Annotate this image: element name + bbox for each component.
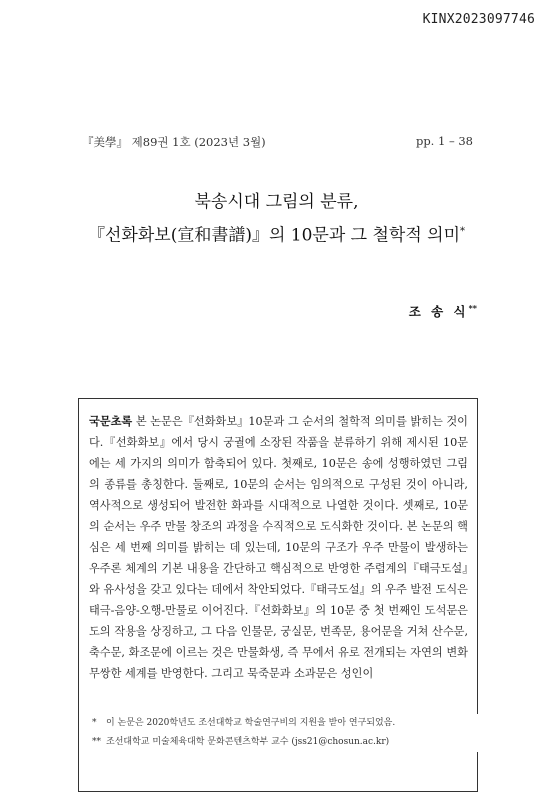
footnote-1 (92, 714, 523, 733)
journal-citation: 『美學』 제89권 1호 (2023년 3월) (82, 135, 266, 149)
abstract-body: 본 논문은『선화화보』10문과 그 순서의 철학적 의미를 밝히는 것이다.『선화화보』에서 당시 궁궐에 소장된 작품을 분류하기 위해 제시된 10문에는 세 가지의 의미가 함축되어 있다. 첫째로, 10문은 송에 성행하였던 그림의 종류를 총칭한다. 둘째로, 10문의 순서는 임의적으로 구성된 것이 아니라, 역사적으로 생성되어 발전한 화과를 시대적으로 나열한 것이다. 셋째로, 10문의 순서는 우주 만물 창조의 과정을 수직적으로 도식화한 것이다. 본 논문의 핵심은 세 번째 의미를 밝히는 데 있는데, 10문의 구조가 우주 만물이 발생하는 우주론 체계의 기본 내용을 간단하고 핵심적으로 반영한 주렴계의『태극도설』와 유사성을 갖고 있다는 데에서 착안되었다.『태극도설』의 우주 발전 도식은 태극-음양-오행-만물로 이어진다.『선화화보』의 10문 중 첫 번째인 도석문은 도의 작용을 상징하고, 그 다음 인물문, 궁실문, 번족문, 용어문을 거쳐 산수문, 축수문, 화조문에 이르는 것은 만물화생, 즉 무에서 유로 전개되는 자연의 변화무쌍한 세계를 반영한다. 그리고 묵죽문과 소과문은 성인이 (89, 415, 468, 680)
author-footnote-mark: ** (468, 302, 477, 313)
author-name-text: 조 송 식 (408, 304, 469, 319)
abstract-label: 국문초록 (89, 414, 133, 428)
footnote-2-mark: ** (92, 737, 101, 747)
footnote-2-text: 조선대학교 미술체육대학 문화콘텐츠학부 교수 (jss21@chosun.ac.kr) (106, 737, 390, 747)
title-line-2 (40, 217, 513, 251)
footnotes (88, 714, 523, 752)
footnote-1-text: 이 논문은 2020학년도 조선대학교 학술연구비의 지원을 받아 연구되었음. (106, 718, 396, 728)
footnote-2 (92, 733, 523, 752)
author-name (409, 302, 477, 320)
document-id: KINX2023097746 (422, 12, 535, 27)
page-range: pp. 1 – 38 (415, 134, 473, 148)
footnote-1-mark: * (92, 718, 97, 728)
paper-title (40, 188, 513, 251)
abstract-paragraph (89, 411, 468, 684)
title-line-2-text: 『선화화보(宣和書譜)』의 10문과 그 철학적 의미 (88, 225, 460, 246)
title-footnote-mark: * (460, 226, 465, 237)
running-head (82, 134, 473, 150)
title-line-1: 북송시대 그림의 분류, (194, 192, 359, 212)
